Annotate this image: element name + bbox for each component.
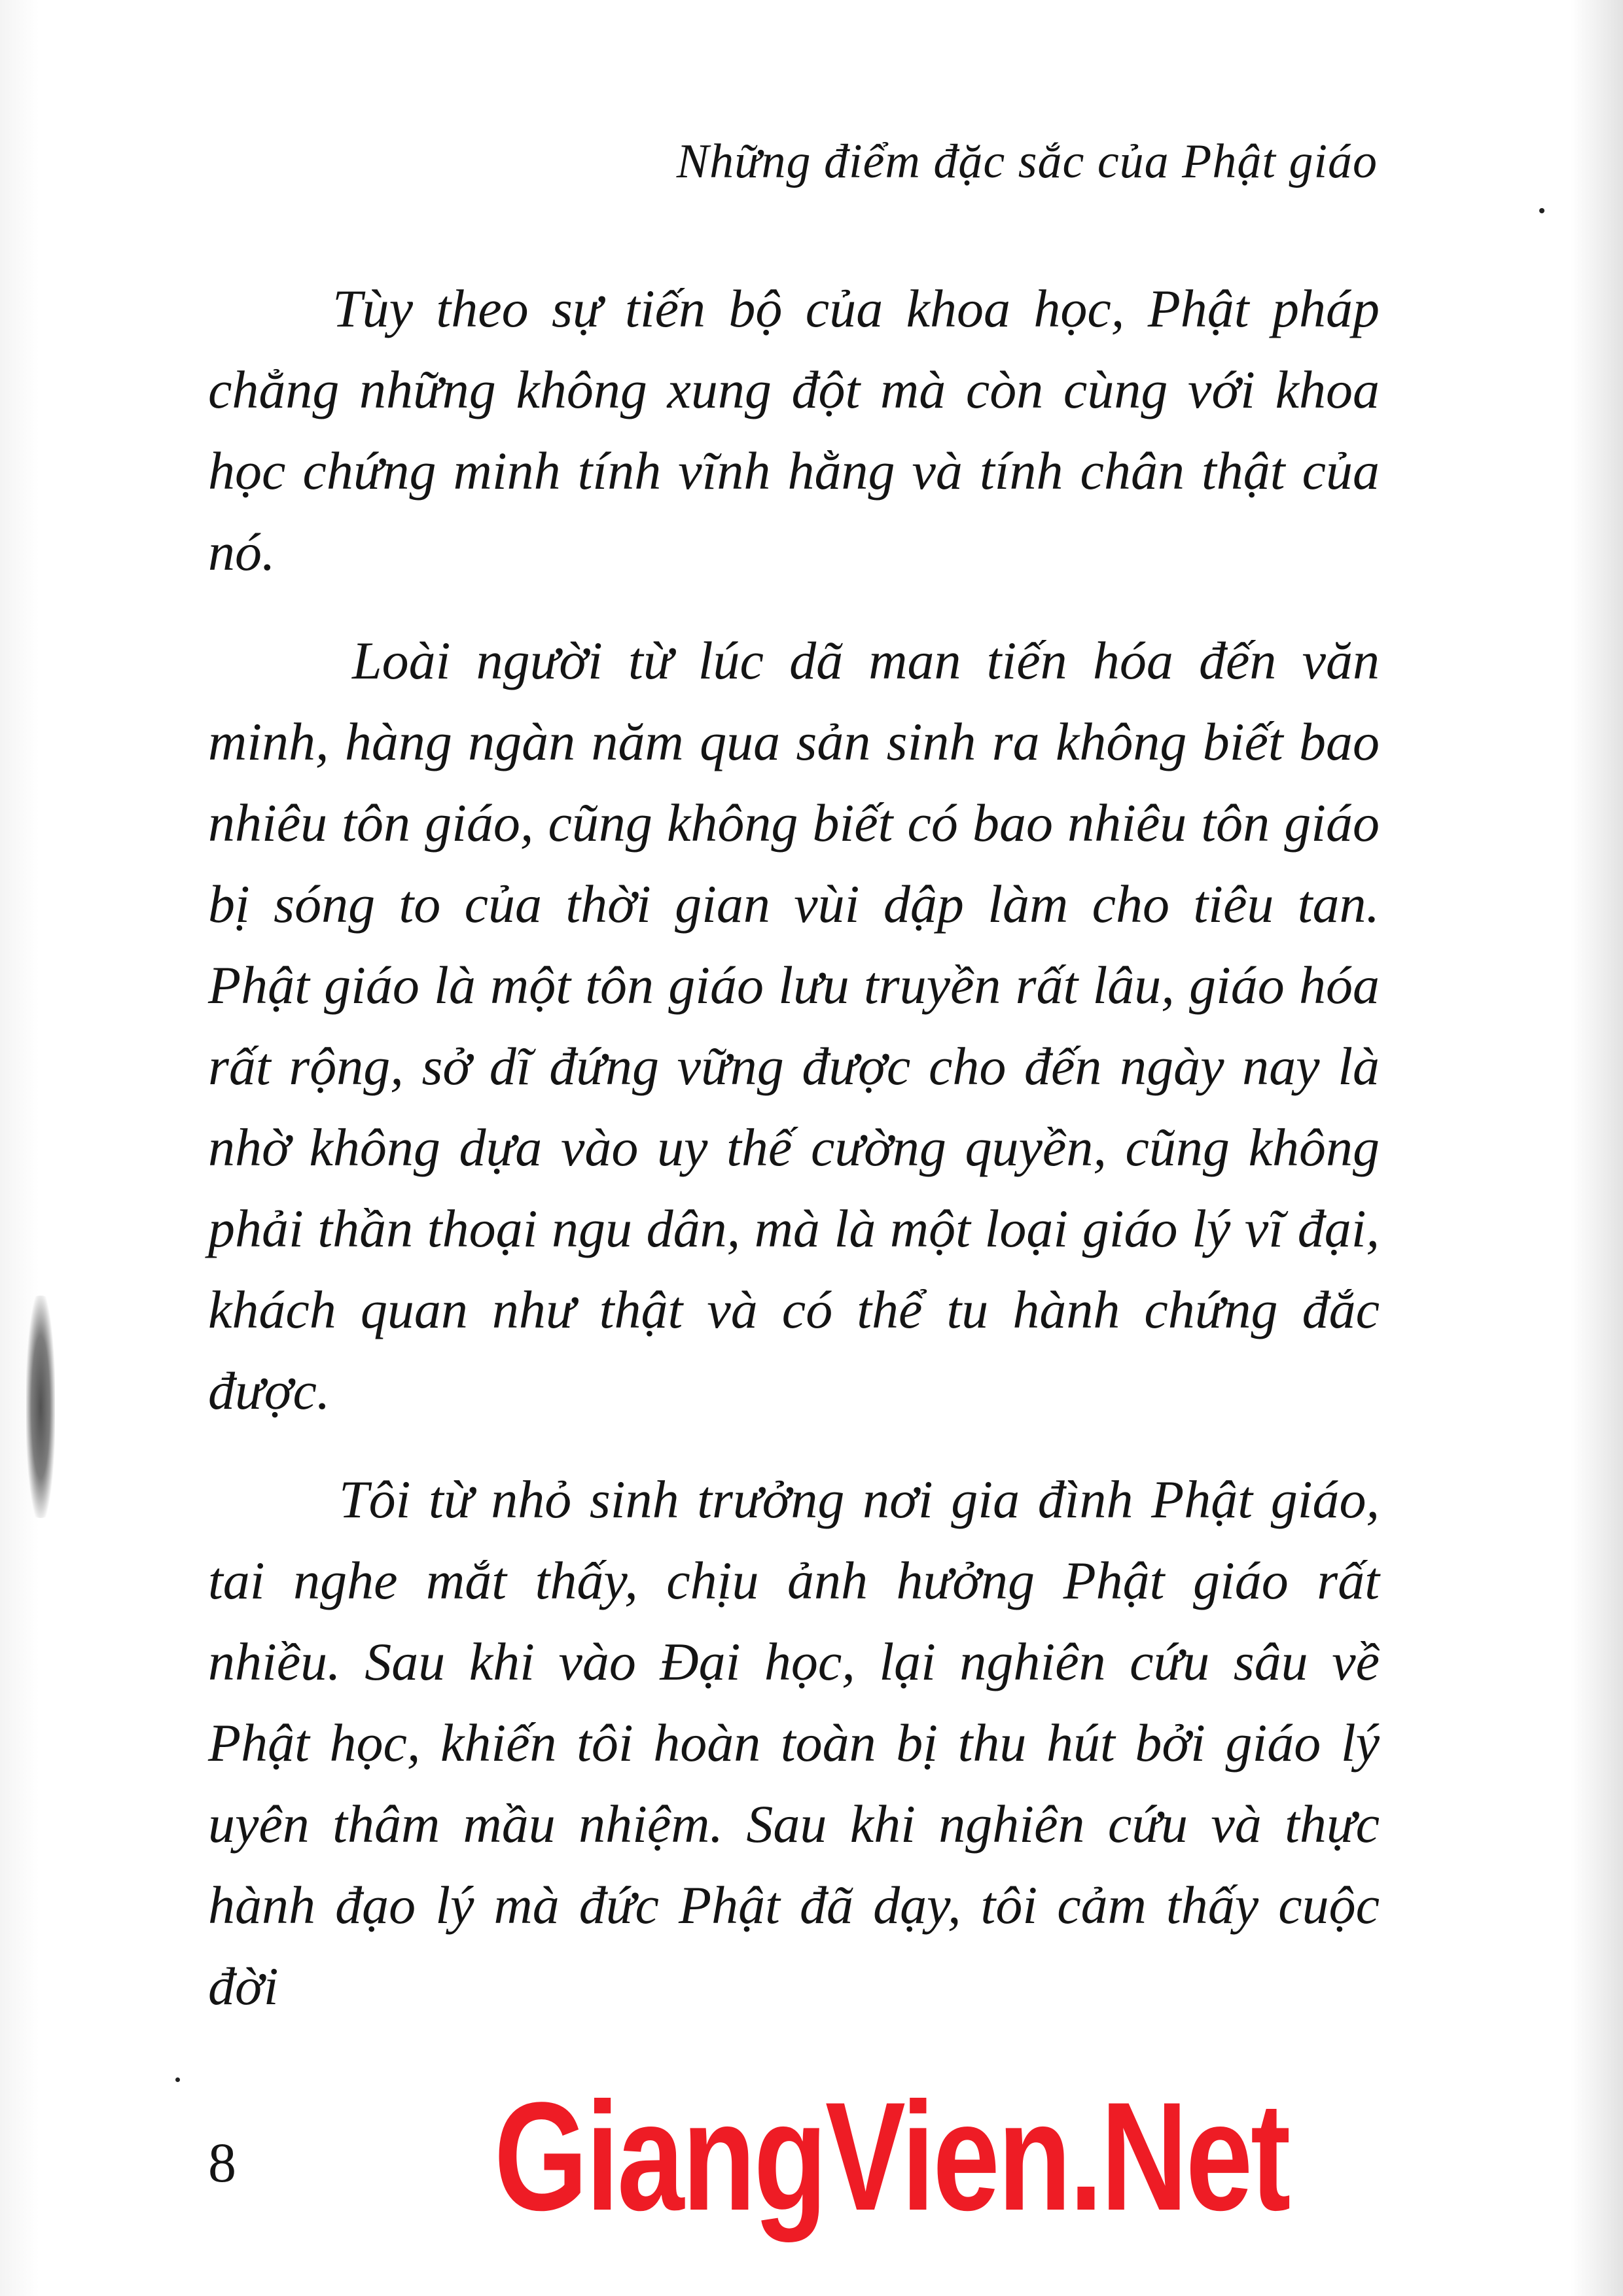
watermark-text: GiangVien.Net	[494, 2070, 1289, 2243]
running-header: Những điểm đặc sắc của Phật giáo	[676, 135, 1378, 188]
scan-speck	[1539, 208, 1544, 213]
page-gutter-shadow	[26, 1296, 55, 1518]
paragraph: Tôi từ nhỏ sinh trưởng nơi gia đình Phật giáo, tai nghe mắt thấy, chịu ảnh hưởng Phật giáo rất nhiều. Sau khi vào Đại học, lại nghiên cứu sâu về Phật học, khiến tôi hoàn toàn bị thu hút bởi giáo lý uyên thâm mầu nhiệm. Sau khi nghiên cứu và thực hành đạo lý mà đức Phật đã dạy, tôi cảm thấy cuộc đời	[208, 1470, 1380, 2016]
body-text	[208, 268, 1380, 2027]
paragraph: Loài người từ lúc dã man tiến hóa đến văn minh, hàng ngàn năm qua sản sinh ra không biết bao nhiêu tôn giáo, cũng không biết có bao nhiêu tôn giáo bị sóng to của thời gian vùi dập làm cho tiêu tan. Phật giáo là một tôn giáo lưu truyền rất lâu, giáo hóa rất rộng, sở dĩ đứng vững được cho đến ngày nay là nhờ không dựa vào uy thế cường quyền, cũng không phải thần thoại ngu dân, mà là một loại giáo lý vĩ đại, khách quan như thật và có thể tu hành chứng đắc được.	[208, 631, 1380, 1421]
page-number: 8	[208, 2131, 236, 2194]
scan-speck	[175, 2077, 180, 2082]
paragraph: Tùy theo sự tiến bộ của khoa học, Phật pháp chẳng những không xung đột mà còn cùng với khoa học chứng minh tính vĩnh hằng và tính chân thật của nó.	[208, 279, 1380, 582]
